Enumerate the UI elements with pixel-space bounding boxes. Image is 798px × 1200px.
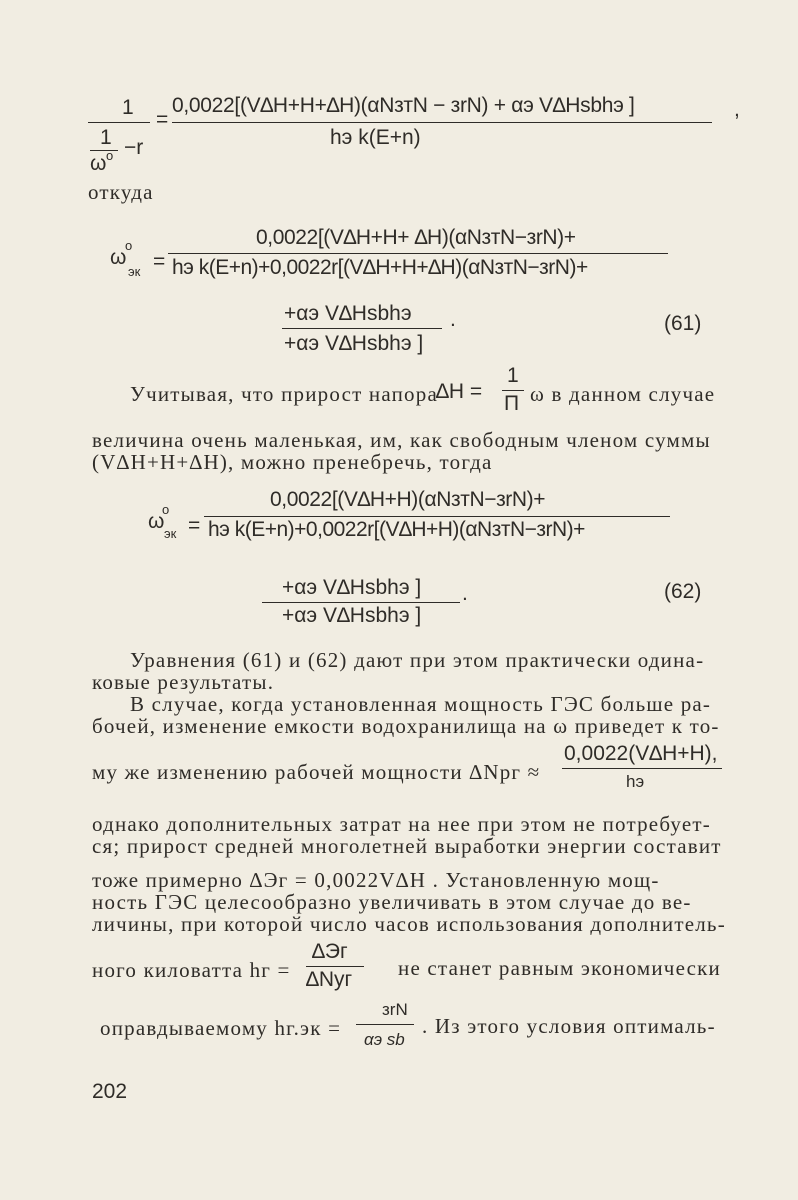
para2-l11: ного киловатта hг =	[92, 958, 291, 982]
eq61-bar1	[168, 253, 668, 254]
para1-frac-lhs: ∆H =	[436, 380, 483, 403]
word-otkuda: откуда	[88, 180, 154, 204]
eq61-dot: .	[450, 308, 456, 331]
eq61-label: (61)	[664, 312, 702, 335]
para2-l7: ся; прирост средней многолетней выработки энергии составит	[92, 834, 722, 858]
para2-l12: оправдываемому hг.эк =	[100, 1016, 342, 1040]
eq61-equals: =	[153, 250, 166, 273]
para2-l4: бочей, изменение емкости водохранилища на ω приведет к то-	[92, 714, 720, 738]
eq62-lhs-sub: эк	[164, 526, 177, 541]
para2-l9: ность ГЭС целесообразно увеличивать в этом случае до ве-	[92, 890, 692, 914]
para2-l5-num: 0,0022(V∆H+H),	[564, 742, 718, 765]
para2-l11-num: ∆Эг	[312, 940, 348, 963]
para2-l1: Уравнения (61) и (62) дают при этом практически одина-	[130, 648, 705, 672]
para1-line1-b: ω в данном случае	[530, 382, 716, 406]
eq62-equals: =	[188, 514, 201, 537]
eq-top-lhs-sup: o	[106, 148, 114, 163]
para2-l12-den: αэ sb	[364, 1030, 405, 1049]
para2-l5-bar	[562, 768, 722, 769]
eq62-lhs-omega: ω	[148, 510, 165, 533]
eq62-label: (62)	[664, 580, 702, 603]
para1-frac-num: 1	[507, 364, 519, 387]
para2-l5-den: hэ	[626, 772, 645, 791]
eq62-bar2	[262, 602, 460, 603]
para1-line3: (V∆H+H+∆H), можно пренебречь, тогда	[92, 450, 493, 474]
eq-top-rhs-bar	[172, 122, 712, 123]
eq61-num2: +αэ V∆Hsbhэ	[284, 302, 412, 325]
eq62-den1: hэ k(E+n)+0,0022r[(V∆H+H)(αNзтN−зrN)+	[208, 518, 585, 541]
eq62-dot: .	[462, 582, 468, 605]
para2-l11-bar	[306, 966, 364, 967]
eq-top-lhs-num: 1	[122, 96, 134, 119]
eq-top-equals: =	[156, 108, 169, 131]
para2-l10: личины, при которой число часов использования дополнитель-	[92, 912, 726, 936]
eq-top-lhs-den-top: 1	[100, 126, 112, 149]
para2-l8: тоже примерно ∆Эг = 0,0022V∆H . Установленную мощ-	[92, 868, 660, 892]
para1-line2: величина очень маленькая, им, как свободным членом суммы	[92, 428, 711, 452]
para2-l11-tail: не станет равным экономически	[398, 956, 721, 980]
para2-l5: му же изменению рабочей мощности ∆Nрг ≈	[92, 760, 541, 784]
para2-l12-tail: . Из этого условия оптималь-	[422, 1014, 716, 1038]
para1-line1-a: Учитывая, что прирост напора	[130, 382, 438, 406]
eq-top-lhs-outer-bar	[88, 122, 150, 123]
para2-l6: однако дополнительных затрат на нее при этом не потребует-	[92, 812, 711, 836]
eq62-bar1	[204, 516, 670, 517]
eq-top-rhs-num: 0,0022[(V∆H+H+∆H)(αNзтN − зrN) + αэ V∆Hsbhэ ]	[172, 94, 635, 117]
para2-l2: ковые результаты.	[92, 670, 275, 694]
eq61-num1: 0,0022[(V∆H+H+ ∆H)(αNзтN−зrN)+	[256, 226, 576, 249]
eq-top-trail: ,	[734, 98, 740, 121]
para2-l11-den: ∆Nуг	[306, 968, 353, 991]
eq-top-rhs-den: hэ k(E+n)	[330, 126, 421, 149]
eq62-den2: +αэ V∆Hsbhэ ]	[282, 604, 422, 627]
eq-top-lhs-inner-bar	[90, 150, 118, 151]
eq61-bar2	[282, 328, 442, 329]
para2-l3: В случае, когда установленная мощность ГЭС больше ра-	[130, 692, 712, 716]
para1-frac-den: П	[504, 392, 520, 415]
eq61-lhs-omega: ω	[110, 246, 127, 269]
eq61-den1: hэ k(E+n)+0,0022r[(V∆H+H+∆H)(αNзтN−зrN)+	[172, 256, 588, 279]
para2-l12-num: зrN	[382, 1000, 408, 1019]
eq61-lhs-sub: эк	[128, 264, 141, 279]
eq61-lhs-sup: o	[125, 238, 133, 253]
eq61-den2: +αэ V∆Hsbhэ ]	[284, 332, 424, 355]
eq-top-lhs-omega: ω	[90, 152, 107, 175]
eq62-lhs-sup: o	[162, 502, 170, 517]
page-number: 202	[92, 1080, 128, 1103]
para2-l12-bar	[356, 1024, 414, 1025]
para1-frac-bar	[502, 390, 524, 391]
eq-top-lhs-minus-r: −r	[124, 136, 144, 159]
eq62-num2: +αэ V∆Hsbhэ ]	[282, 576, 422, 599]
eq62-num1: 0,0022[(V∆H+H)(αNзтN−зrN)+	[270, 488, 546, 511]
